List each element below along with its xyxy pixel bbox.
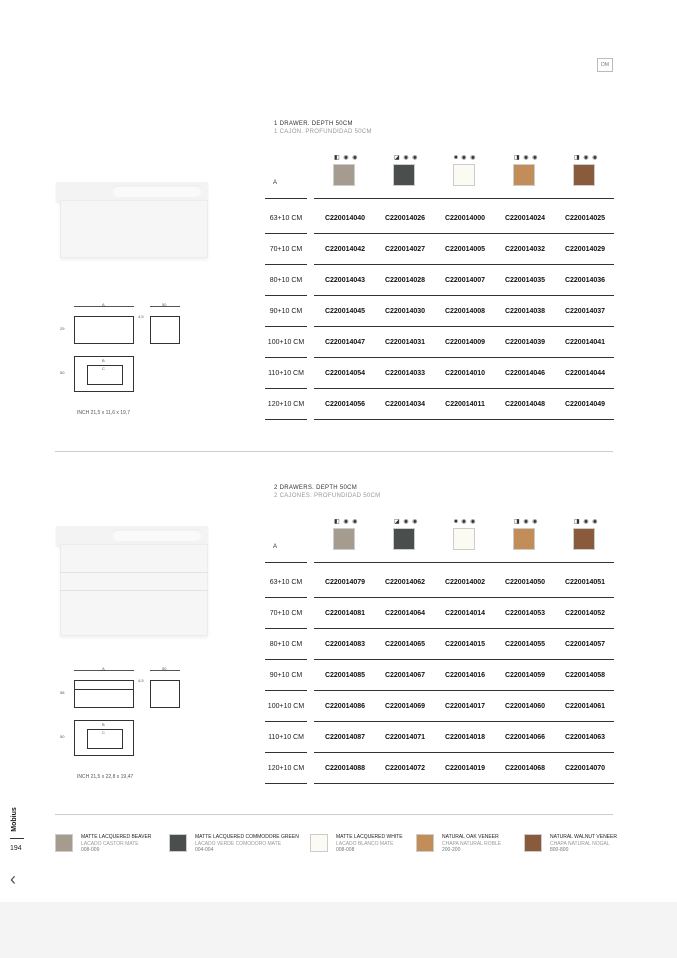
table-row: [265, 568, 615, 598]
product-code-cell: C220014029: [564, 246, 606, 253]
section-title-es: 1 CAJÓN. PROFUNDIDAD 50CM: [274, 129, 372, 135]
row-rule: [265, 690, 307, 691]
section-title-es: 2 CAJONES. PROFUNDIDAD 50CM: [274, 493, 381, 499]
table-row: [265, 723, 615, 753]
finish-icons: ◨ ◉ ◉: [514, 155, 539, 161]
finish-legend-white: [310, 834, 426, 856]
product-code-cell: C220014079: [324, 579, 366, 586]
depth-side-label: 50: [60, 370, 65, 375]
product-code-cell: C220014085: [324, 672, 366, 679]
row-rule: [314, 326, 614, 327]
white-swatch: [453, 164, 475, 186]
product-code-cell: C220014060: [504, 703, 546, 710]
table-row: [265, 390, 615, 420]
product-code-cell: C220014026: [384, 215, 426, 222]
side-dim-label: 4,5: [138, 678, 144, 683]
product-code-cell: C220014017: [444, 703, 486, 710]
size-cell: 100+10 CM: [267, 339, 305, 346]
finish-code: 008-009: [81, 847, 100, 853]
product-code-cell: C220014046: [504, 370, 546, 377]
white-swatch: [453, 528, 475, 550]
product-code-cell: C220014025: [564, 215, 606, 222]
product-code-cell: C220014028: [384, 277, 426, 284]
table-row: [265, 235, 615, 265]
basin: [112, 185, 202, 197]
finish-code: 200-200: [442, 847, 461, 853]
legend-swatch: [55, 834, 73, 852]
oak-swatch: [513, 164, 535, 186]
finish-legend-walnut: [524, 834, 640, 856]
basin-outline: [87, 729, 123, 749]
row-rule: [314, 690, 614, 691]
row-rule: [314, 659, 614, 660]
table-row: [265, 599, 615, 629]
size-cell: 90+10 CM: [269, 308, 303, 315]
table-row: [265, 359, 615, 389]
product-code-cell: C220014011: [445, 401, 485, 408]
size-cell: 120+10 CM: [267, 401, 305, 408]
product-code-cell: C220014067: [384, 672, 426, 679]
row-rule: [265, 388, 307, 389]
product-code-cell: C220014039: [504, 339, 546, 346]
product-code-cell: C220014024: [504, 215, 546, 222]
product-code-cell: C220014018: [444, 734, 486, 741]
cabinet-body: [60, 200, 208, 258]
section-title-en: 2 DRAWERS. DEPTH 50CM: [274, 485, 358, 491]
green-swatch: [393, 164, 415, 186]
product-code-cell: C220014054: [324, 370, 366, 377]
product-code-table: [265, 154, 615, 418]
size-cell: 90+10 CM: [269, 672, 303, 679]
size-cell: 120+10 CM: [267, 765, 305, 772]
size-cell: 70+10 CM: [269, 246, 303, 253]
product-code-cell: C220014037: [564, 308, 606, 315]
size-cell: 80+10 CM: [269, 641, 303, 648]
product-code-cell: C220014035: [504, 277, 546, 284]
product-code-cell: C220014040: [324, 215, 366, 222]
row-rule: [314, 295, 614, 296]
walnut-swatch: [573, 528, 595, 550]
finish-header-row: [265, 518, 615, 562]
dimension-a-label: A: [273, 180, 278, 186]
side-view: [150, 316, 180, 344]
product-code-cell: C220014068: [504, 765, 546, 772]
product-code-cell: C220014053: [504, 610, 546, 617]
row-rule: [314, 264, 614, 265]
finish-column-beaver: [315, 154, 375, 198]
legend-swatch: [169, 834, 187, 852]
table-row: [265, 692, 615, 722]
row-rule: [265, 419, 307, 420]
product-code-cell: C220014063: [564, 734, 606, 741]
product-code-cell: C220014059: [504, 672, 546, 679]
finish-column-green: [375, 518, 435, 562]
header-rule: [265, 198, 307, 199]
height-dim-label: 58: [60, 690, 65, 695]
finish-legend-oak: [416, 834, 532, 856]
row-rule: [314, 388, 614, 389]
product-code-cell: C220014047: [324, 339, 366, 346]
finish-icons: ◨ ◉ ◉: [574, 155, 599, 161]
product-code-cell: C220014000: [444, 215, 486, 222]
basin-b-label: B: [102, 722, 105, 727]
side-view: [150, 680, 180, 708]
product-code-cell: C220014041: [564, 339, 606, 346]
product-code-cell: C220014038: [504, 308, 546, 315]
finish-name-es: LACADO BLANCO MATE: [336, 840, 394, 847]
header-rule: [314, 198, 614, 199]
product-code-cell: C220014010: [444, 370, 486, 377]
section-title: [274, 484, 380, 500]
finish-header-row: [265, 154, 615, 198]
depth-side-label: 50: [60, 734, 65, 739]
table-row: [265, 204, 615, 234]
front-view: [74, 680, 134, 708]
size-cell: 63+10 CM: [269, 215, 303, 222]
drawer-split-line: [75, 689, 133, 690]
product-code-table: [265, 518, 615, 782]
beaver-swatch: [333, 164, 355, 186]
row-rule: [265, 326, 307, 327]
table-row: [265, 754, 615, 784]
basin-c-label: C: [102, 730, 105, 735]
product-code-cell: C220014044: [564, 370, 606, 377]
finish-column-white: [435, 154, 495, 198]
finish-icons: ■ ◉ ◉: [454, 155, 477, 161]
product-code-cell: C220014066: [504, 734, 546, 741]
finish-legend-green: [169, 834, 299, 856]
legend-swatch: [524, 834, 542, 852]
finish-name-es: CHAPA NATURAL ROBLE: [442, 840, 502, 847]
product-code-cell: C220014087: [324, 734, 366, 741]
product-code-cell: C220014036: [564, 277, 606, 284]
page-number: 194: [10, 845, 22, 852]
finish-code: 008-008: [336, 847, 355, 853]
basin-c-label: C: [102, 366, 105, 371]
product-code-cell: C220014086: [324, 703, 366, 710]
product-code-cell: C220014050: [504, 579, 546, 586]
row-rule: [314, 357, 614, 358]
row-rule: [265, 264, 307, 265]
product-code-cell: C220014057: [564, 641, 606, 648]
product-code-cell: C220014048: [504, 401, 546, 408]
finish-code: 800-800: [550, 847, 569, 853]
product-code-cell: C220014065: [384, 641, 426, 648]
finish-icons: ◧ ◉ ◉: [334, 519, 359, 525]
collection-name: Mobius: [10, 807, 18, 832]
green-swatch: [393, 528, 415, 550]
product-code-cell: C220014027: [384, 246, 426, 253]
legend-text: [550, 834, 617, 854]
drawer-divider: [60, 590, 208, 591]
product-code-cell: C220014043: [324, 277, 366, 284]
finish-column-oak: [495, 154, 555, 198]
size-cell: 100+10 CM: [267, 703, 305, 710]
finish-name-en: MATTE LACQUERED COMMODORE GREEN: [195, 834, 299, 840]
row-rule: [265, 295, 307, 296]
product-code-cell: C220014081: [324, 610, 366, 617]
header-rule: [314, 562, 614, 563]
product-code-cell: C220014019: [444, 765, 486, 772]
side-rule: [10, 838, 24, 839]
product-code-cell: C220014070: [564, 765, 606, 772]
finish-icons: ◧ ◉ ◉: [334, 155, 359, 161]
product-code-cell: C220014033: [384, 370, 426, 377]
product-code-cell: C220014014: [444, 610, 486, 617]
product-code-cell: C220014088: [324, 765, 366, 772]
product-illustration: [56, 526, 208, 636]
finish-name-es: LACADO VERDE COMODORO MATE: [195, 840, 282, 847]
legend-text: [81, 834, 151, 854]
finish-name-es: CHAPA NATURAL NOGAL: [550, 840, 610, 847]
finish-column-walnut: [555, 154, 615, 198]
product-code-cell: C220014083: [324, 641, 366, 648]
table-row: [265, 630, 615, 660]
legend-text: [442, 834, 501, 854]
depth-dim-label: 50: [162, 302, 167, 307]
product-code-cell: C220014032: [504, 246, 546, 253]
inch-dimensions: INCH 21,5 x 22,8 x 19,47: [77, 774, 134, 780]
product-code-cell: C220014072: [384, 765, 426, 772]
product-code-cell: C220014069: [384, 703, 426, 710]
row-rule: [314, 233, 614, 234]
product-code-cell: C220014061: [564, 703, 606, 710]
size-cell: 110+10 CM: [268, 734, 304, 741]
product-code-cell: C220014062: [384, 579, 426, 586]
basin: [112, 529, 202, 541]
technical-drawing: [56, 300, 196, 430]
legend-text: [336, 834, 403, 854]
depth-dim-label: 50: [162, 666, 167, 671]
finish-icons: ◪ ◉ ◉: [394, 519, 419, 525]
product-code-cell: C220014015: [444, 641, 486, 648]
finish-name-es: LACADO CASTOR MATE: [81, 840, 139, 847]
basin-b-label: B: [102, 358, 105, 363]
size-cell: 70+10 CM: [269, 610, 303, 617]
product-code-cell: C220014042: [324, 246, 366, 253]
row-rule: [265, 357, 307, 358]
row-rule: [314, 597, 614, 598]
front-view: [74, 316, 134, 344]
oak-swatch: [513, 528, 535, 550]
row-rule: [265, 659, 307, 660]
section-title: [274, 120, 372, 136]
product-code-cell: C220014058: [564, 672, 606, 679]
finish-icons: ◨ ◉ ◉: [574, 519, 599, 525]
table-row: [265, 661, 615, 691]
table-row: [265, 328, 615, 358]
product-code-cell: C220014008: [444, 308, 486, 315]
row-rule: [314, 752, 614, 753]
beaver-swatch: [333, 528, 355, 550]
row-rule: [265, 752, 307, 753]
product-code-cell: C220014064: [384, 610, 426, 617]
product-illustration: [56, 182, 208, 262]
row-rule: [265, 721, 307, 722]
row-rule: [314, 721, 614, 722]
legend-text: [195, 834, 299, 854]
size-cell: 80+10 CM: [269, 277, 303, 284]
width-dim-label: A: [102, 302, 105, 307]
row-rule: [314, 419, 614, 420]
finish-icons: ◨ ◉ ◉: [514, 519, 539, 525]
product-code-cell: C220014007: [444, 277, 486, 284]
width-dim-label: A: [102, 666, 105, 671]
product-code-cell: C220014009: [444, 339, 486, 346]
section-title-en: 1 DRAWER. DEPTH 50CM: [274, 121, 353, 127]
row-rule: [314, 628, 614, 629]
row-rule: [265, 233, 307, 234]
legend-swatch: [416, 834, 434, 852]
finish-icons: ■ ◉ ◉: [454, 519, 477, 525]
finish-column-white: [435, 518, 495, 562]
product-code-cell: C220014034: [384, 401, 426, 408]
table-row: [265, 297, 615, 327]
product-code-cell: C220014030: [384, 308, 426, 315]
dimension-a-label: A: [273, 544, 278, 550]
product-code-cell: C220014031: [384, 339, 426, 346]
product-code-cell: C220014052: [564, 610, 606, 617]
finish-column-walnut: [555, 518, 615, 562]
catalog-corner-tag: DM: [597, 58, 613, 72]
row-rule: [265, 783, 307, 784]
finish-name-en: MATTE LACQUERED BEAVER: [81, 834, 152, 840]
inch-dimensions: INCH 21,5 x 11,6 x 19,7: [77, 410, 130, 416]
header-rule: [265, 562, 307, 563]
legend-divider: [55, 814, 613, 815]
height-dim-label: 29: [60, 326, 65, 331]
technical-drawing: [56, 664, 196, 794]
finish-legend-beaver: [55, 834, 171, 856]
finish-code: 004-004: [195, 847, 214, 853]
size-cell: 63+10 CM: [269, 579, 303, 586]
product-code-cell: C220014045: [324, 308, 366, 315]
product-code-cell: C220014056: [324, 401, 366, 408]
collection-side-label: [10, 806, 24, 836]
product-code-cell: C220014051: [564, 579, 606, 586]
finish-name-en: NATURAL OAK VENEER: [442, 834, 499, 840]
product-code-cell: C220014071: [384, 734, 426, 741]
product-code-cell: C220014002: [444, 579, 486, 586]
product-code-cell: C220014016: [444, 672, 486, 679]
size-cell: 110+10 CM: [268, 370, 304, 377]
product-code-cell: C220014055: [504, 641, 546, 648]
legend-swatch: [310, 834, 328, 852]
row-rule: [265, 597, 307, 598]
finish-column-oak: [495, 518, 555, 562]
finish-column-green: [375, 154, 435, 198]
row-rule: [314, 783, 614, 784]
row-rule: [265, 628, 307, 629]
back-chevron-icon[interactable]: ‹: [10, 869, 16, 889]
basin-outline: [87, 365, 123, 385]
walnut-swatch: [573, 164, 595, 186]
finish-name-en: NATURAL WALNUT VENEER: [550, 834, 617, 840]
finish-icons: ◪ ◉ ◉: [394, 155, 419, 161]
product-code-cell: C220014049: [564, 401, 606, 408]
drawer-divider: [60, 572, 208, 573]
section-divider: [55, 451, 613, 452]
footer-band: [0, 902, 677, 958]
finish-column-beaver: [315, 518, 375, 562]
table-row: [265, 266, 615, 296]
product-code-cell: C220014005: [444, 246, 486, 253]
finish-name-en: MATTE LACQUERED WHITE: [336, 834, 403, 840]
side-dim-label: 4,5: [138, 314, 144, 319]
